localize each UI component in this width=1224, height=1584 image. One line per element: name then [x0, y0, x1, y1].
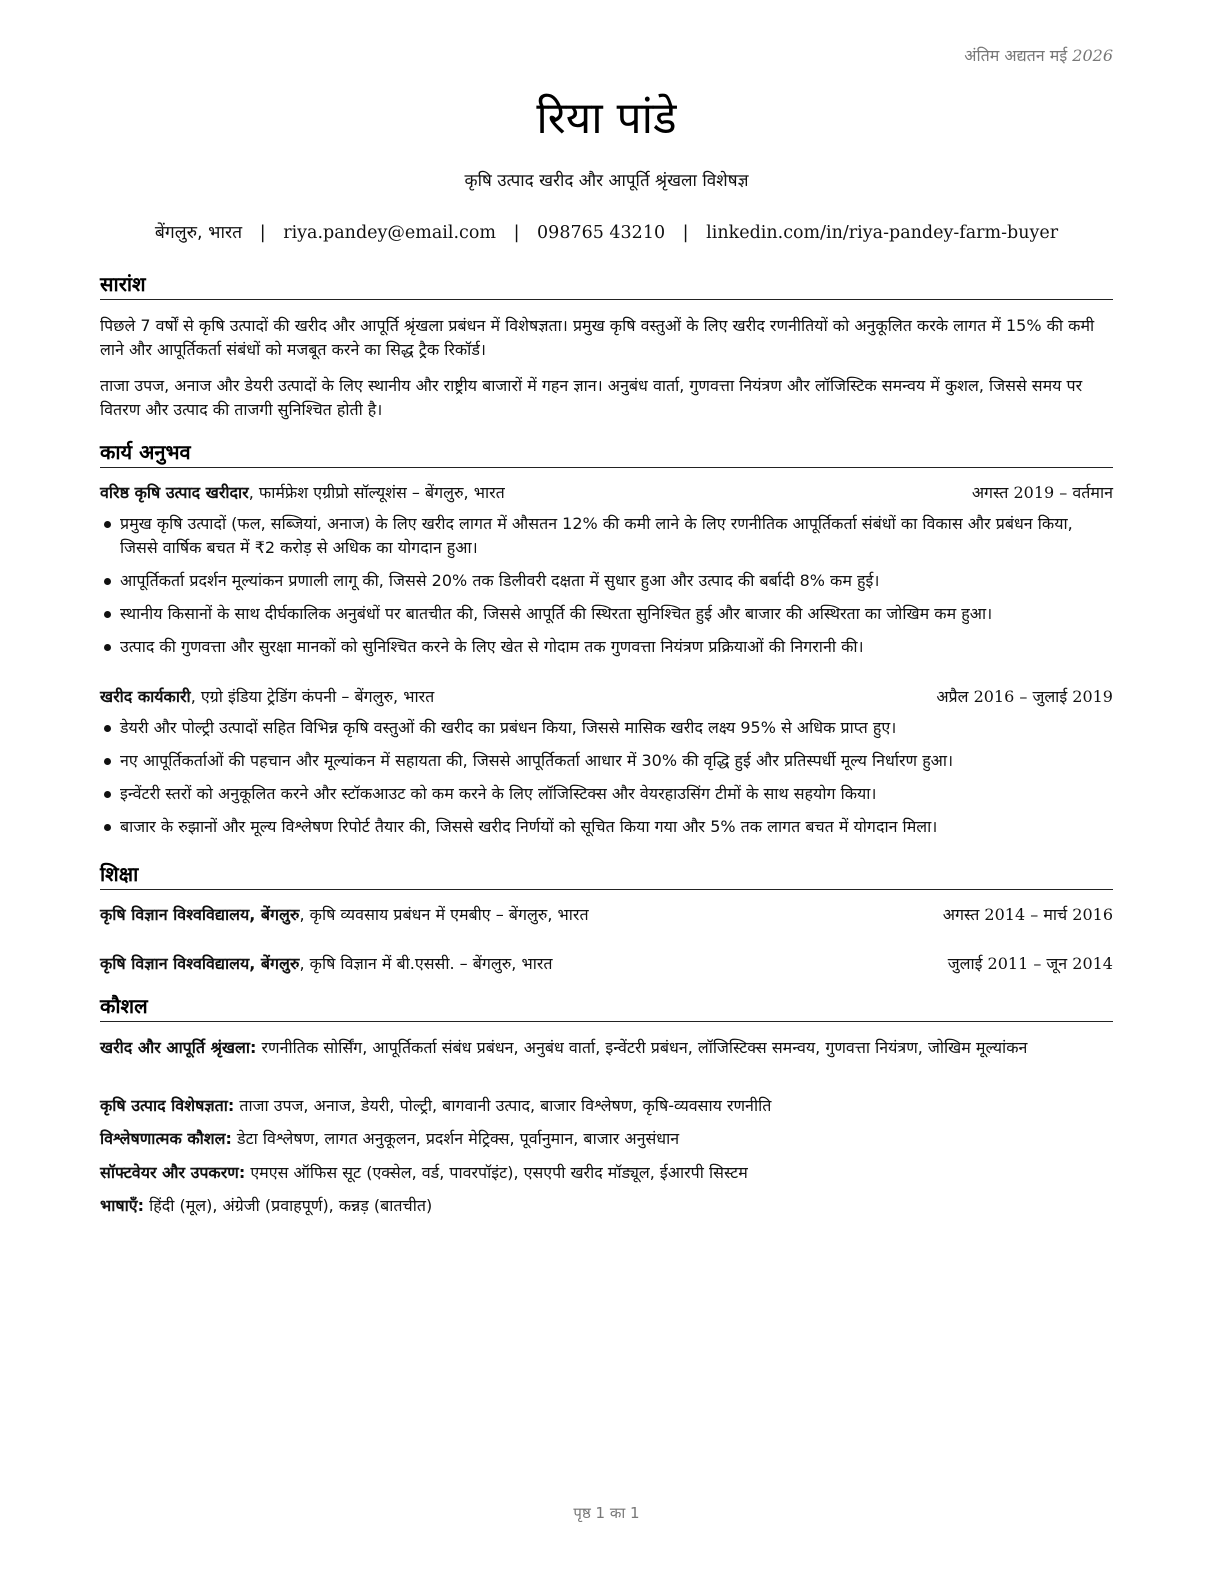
summary-paragraph-1: पिछले 7 वर्षों से कृषि उत्पादों की खरीद और आपूर्ति श्रृंखला प्रबंधन में विशेषज्ञता। प्रमुख कृषि वस्तुओं के लिए खरीद रणनीतियों को अनुकूलित करके लागत में 15% की कमी लाने और आपूर्तिकर्ता संबंधों को मजबूत करने का सिद्ध ट्रैक रिकॉर्ड। — [100, 316, 1095, 359]
candidate-headline: कृषि उत्पाद खरीद और आपूर्ति श्रृंखला विशेषज्ञ — [464, 171, 749, 191]
job-bullet: बाजार के रुझानों और मूल्य विश्लेषण रिपोर्ट तैयार की, जिससे खरीद निर्णयों को सूचित किया गया और 5% तक लागत बचत में योगदान मिला। — [100, 815, 1113, 839]
section-title-education: शिक्षा — [100, 860, 1113, 890]
job-bullet: प्रमुख कृषि उत्पादों (फल, सब्जियां, अनाज) के लिए खरीद लागत में औसतन 12% की कमी लाने के लिए रणनीतिक आपूर्तिकर्ता संबंधों का विकास और प्रबंधन किया, जिससे वार्षिक बचत में ₹2 करोड़ से अधिक का योगदान हुआ। — [100, 512, 1113, 560]
contact-separator: | — [682, 223, 689, 243]
skill-group — [100, 1094, 1113, 1118]
skill-group-label: विश्लेषणात्मक कौशल: — [100, 1129, 232, 1148]
contact-phone: 098765 43210 — [537, 223, 666, 243]
candidate-name: रिया पांडे — [536, 93, 677, 144]
page-number: पृष्ठ 1 का 1 — [573, 1504, 640, 1522]
job-role: खरीद कार्यकारी — [100, 687, 191, 706]
skill-group — [100, 1161, 1113, 1185]
skill-group — [100, 1194, 1113, 1218]
last-updated — [964, 44, 1113, 66]
skill-group-label: भाषाएँ: — [100, 1196, 145, 1215]
education-dates: जुलाई 2011 – जून 2014 — [947, 954, 1113, 973]
education-school: कृषि विज्ञान विश्वविद्यालय, बेंगलुरु — [100, 954, 300, 973]
job-org: , एग्रो इंडिया ट्रेडिंग कंपनी – बेंगलुरु, भारत — [190, 687, 435, 706]
job-bullet: इन्वेंटरी स्तरों को अनुकूलित करने और स्टॉकआउट को कम करने के लिए लॉजिस्टिक्स और वेयरहाउसिंग टीमों के साथ सहयोग किया। — [100, 782, 1113, 806]
skill-group-items: ताजा उपज, अनाज, डेयरी, पोल्ट्री, बागवानी उत्पाद, बाजार विश्लेषण, कृषि-व्यवसाय रणनीति — [234, 1096, 772, 1115]
last-updated-year: 2026 — [1072, 46, 1113, 65]
education-dates: अगस्त 2014 – मार्च 2016 — [942, 905, 1113, 924]
skill-group-items: एमएस ऑफिस सूट (एक्सेल, वर्ड, पावरपॉइंट), एसएपी खरीद मॉड्यूल, ईआरपी सिस्टम — [245, 1163, 748, 1182]
skill-group-items: डेटा विश्लेषण, लागत अनुकूलन, प्रदर्शन मेट्रिक्स, पूर्वानुमान, बाजार अनुसंधान — [231, 1129, 680, 1148]
section-title-skills: कौशल — [100, 992, 1113, 1022]
skill-group-label: कृषि उत्पाद विशेषज्ञता: — [100, 1096, 235, 1115]
job-header — [100, 482, 1113, 504]
skill-group-label: सॉफ्टवेयर और उपकरण: — [100, 1163, 246, 1182]
contact-line — [100, 220, 1113, 244]
contact-separator: | — [259, 223, 266, 243]
education-detail: , कृषि व्यवसाय प्रबंधन में एमबीए – बेंगलुरु, भारत — [299, 905, 589, 924]
summary-paragraph-2: ताजा उपज, अनाज और डेयरी उत्पादों के लिए स्थानीय और राष्ट्रीय बाजारों में गहन ज्ञान। अनुबंध वार्ता, गुणवत्ता नियंत्रण और लॉजिस्टिक समन्वय में कुशल, जिससे समय पर वितरण और उत्पाद की ताजगी सुनिश्चित होती है। — [100, 376, 1083, 419]
contact-location: बेंगलुरु, भारत — [154, 223, 243, 243]
job-role: वरिष्ठ कृषि उत्पाद खरीदार — [100, 483, 249, 502]
contact-separator: | — [513, 223, 520, 243]
job-bullets — [100, 716, 1113, 848]
skill-group-items: रणनीतिक सोर्सिंग, आपूर्तिकर्ता संबंध प्रबंधन, अनुबंध वार्ता, इन्वेंटरी प्रबंधन, लॉजिस्टिक्स समन्वय, गुणवत्ता नियंत्रण, जोखिम मूल्यांकन — [256, 1038, 1028, 1057]
resume-page — [100, 0, 1113, 1584]
skill-group-label: खरीद और आपूर्ति श्रृंखला: — [100, 1038, 257, 1057]
education-detail: , कृषि विज्ञान में बी.एससी. – बेंगलुरु, भारत — [299, 954, 553, 973]
job-org: , फार्मफ्रेश एग्रीप्रो सॉल्यूशंस – बेंगलुरु, भारत — [248, 483, 505, 502]
job-bullet: नए आपूर्तिकर्ताओं की पहचान और मूल्यांकन में सहायता की, जिससे आपूर्तिकर्ता आधार में 30% की वृद्धि हुई और प्रतिस्पर्धी मूल्य निर्धारण हुआ। — [100, 749, 1113, 773]
education-school: कृषि विज्ञान विश्वविद्यालय, बेंगलुरु — [100, 905, 300, 924]
skill-group — [100, 1036, 1113, 1060]
job-dates: अगस्त 2019 – वर्तमान — [971, 483, 1113, 502]
job-bullet: स्थानीय किसानों के साथ दीर्घकालिक अनुबंधों पर बातचीत की, जिससे आपूर्ति की स्थिरता सुनिश्चित हुई और बाजार की अस्थिरता का जोखिम कम हुआ। — [100, 602, 1113, 626]
job-bullet: डेयरी और पोल्ट्री उत्पादों सहित विभिन्न कृषि वस्तुओं की खरीद का प्रबंधन किया, जिससे मासिक खरीद लक्ष्य 95% से अधिक प्राप्त हुए। — [100, 716, 1113, 740]
job-bullet: आपूर्तिकर्ता प्रदर्शन मूल्यांकन प्रणाली लागू की, जिससे 20% तक डिलीवरी दक्षता में सुधार हुआ और उत्पाद की बर्बादी 8% कम हुई। — [100, 569, 1113, 593]
job-bullet: उत्पाद की गुणवत्ता और सुरक्षा मानकों को सुनिश्चित करने के लिए खेत से गोदाम तक गुणवत्ता नियंत्रण प्रक्रियाओं की निगरानी की। — [100, 635, 1113, 659]
section-title-experience: कार्य अनुभव — [100, 438, 1113, 468]
job-dates: अप्रैल 2016 – जुलाई 2019 — [936, 687, 1113, 706]
job-bullets — [100, 512, 1113, 668]
job-header — [100, 686, 1113, 708]
contact-email[interactable]: riya.pandey@email.com — [283, 223, 496, 243]
education-entry — [100, 904, 1113, 926]
last-updated-label: अंतिम अद्यतन मई — [964, 46, 1068, 65]
skill-group — [100, 1127, 1113, 1151]
education-entry — [100, 953, 1113, 975]
section-title-summary: सारांश — [100, 270, 1113, 300]
contact-linkedin[interactable]: linkedin.com/in/riya-pandey-farm-buyer — [706, 223, 1059, 243]
skill-group-items: हिंदी (मूल), अंग्रेजी (प्रवाहपूर्ण), कन्नड़ (बातचीत) — [144, 1196, 433, 1215]
